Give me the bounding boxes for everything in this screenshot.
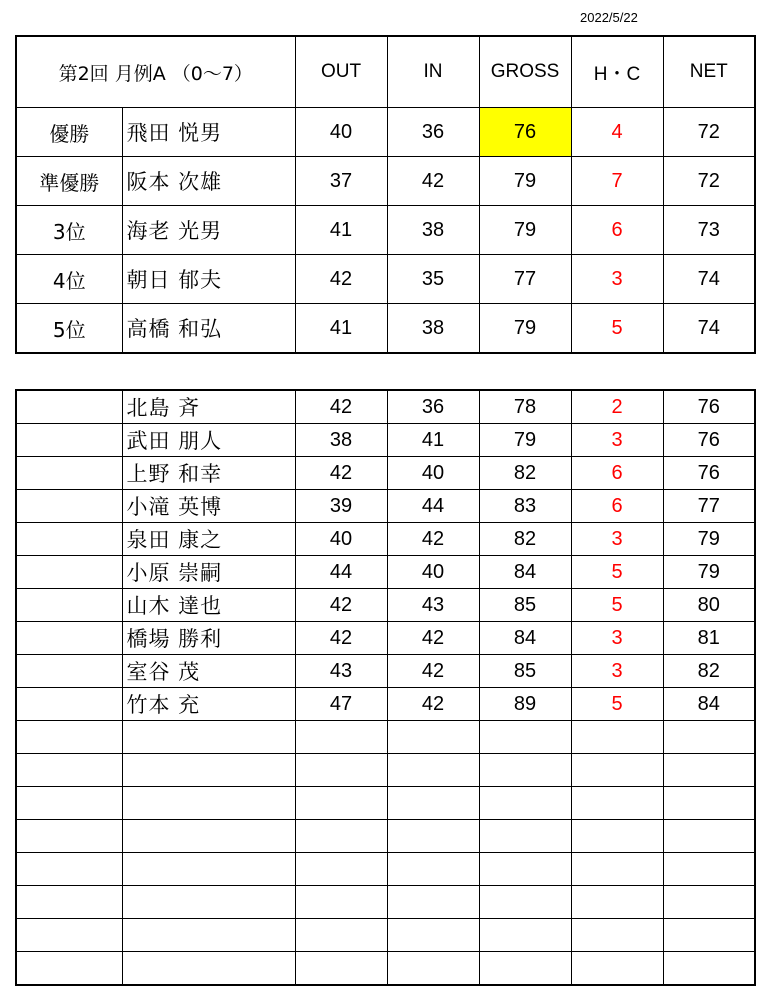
empty-row xyxy=(16,721,755,754)
handicap xyxy=(571,853,663,886)
rank-cell: 準優勝 xyxy=(16,157,122,206)
in-score: 42 xyxy=(387,157,479,206)
out-score: 47 xyxy=(295,688,387,721)
handicap xyxy=(571,919,663,952)
player-name: 北島 斉 xyxy=(122,390,295,424)
net-score: 77 xyxy=(663,490,755,523)
handicap: 6 xyxy=(571,457,663,490)
in-score: 44 xyxy=(387,490,479,523)
handicap: 6 xyxy=(571,490,663,523)
out-score xyxy=(295,919,387,952)
gross-header: GROSS xyxy=(479,36,571,108)
in-score: 40 xyxy=(387,556,479,589)
in-score xyxy=(387,853,479,886)
rank-cell xyxy=(16,787,122,820)
empty-row xyxy=(16,754,755,787)
rank-cell xyxy=(16,622,122,655)
player-name: 武田 朋人 xyxy=(122,424,295,457)
rank-cell xyxy=(16,820,122,853)
in-score: 41 xyxy=(387,424,479,457)
gross-score: 85 xyxy=(479,589,571,622)
rank-cell xyxy=(16,523,122,556)
gross-score xyxy=(479,754,571,787)
out-score: 43 xyxy=(295,655,387,688)
table-row xyxy=(16,457,755,490)
hc-header: H・C xyxy=(571,36,663,108)
out-score xyxy=(295,853,387,886)
player-name: 室谷 茂 xyxy=(122,655,295,688)
gross-score xyxy=(479,820,571,853)
in-score xyxy=(387,820,479,853)
in-score xyxy=(387,952,479,986)
net-score: 79 xyxy=(663,556,755,589)
net-score: 84 xyxy=(663,688,755,721)
player-name: 阪本 次雄 xyxy=(122,157,295,206)
in-score: 42 xyxy=(387,655,479,688)
header-row xyxy=(16,36,755,108)
gross-score: 82 xyxy=(479,457,571,490)
handicap: 5 xyxy=(571,688,663,721)
table-row xyxy=(16,390,755,424)
net-score xyxy=(663,721,755,754)
gross-score: 84 xyxy=(479,556,571,589)
net-score: 73 xyxy=(663,206,755,255)
net-score: 76 xyxy=(663,390,755,424)
out-score: 44 xyxy=(295,556,387,589)
rank-cell xyxy=(16,589,122,622)
empty-row xyxy=(16,853,755,886)
competition-title: 第2回 月例A （0～7） xyxy=(16,36,295,108)
in-score: 35 xyxy=(387,255,479,304)
table-row xyxy=(16,688,755,721)
gross-score: 79 xyxy=(479,304,571,354)
net-score: 76 xyxy=(663,424,755,457)
rank-cell: 優勝 xyxy=(16,108,122,157)
table-row xyxy=(16,424,755,457)
rank-cell xyxy=(16,490,122,523)
rank-cell xyxy=(16,721,122,754)
handicap: 5 xyxy=(571,589,663,622)
in-score: 42 xyxy=(387,523,479,556)
out-header: OUT xyxy=(295,36,387,108)
player-name xyxy=(122,952,295,986)
gross-score: 78 xyxy=(479,390,571,424)
gross-score: 84 xyxy=(479,622,571,655)
out-score: 37 xyxy=(295,157,387,206)
out-score: 41 xyxy=(295,304,387,354)
rank-cell xyxy=(16,919,122,952)
in-score: 38 xyxy=(387,304,479,354)
rank-cell: 4位 xyxy=(16,255,122,304)
out-score: 42 xyxy=(295,589,387,622)
net-score xyxy=(663,853,755,886)
in-score xyxy=(387,754,479,787)
net-score xyxy=(663,787,755,820)
handicap xyxy=(571,754,663,787)
gross-score: 77 xyxy=(479,255,571,304)
out-score xyxy=(295,754,387,787)
rank-cell xyxy=(16,457,122,490)
handicap xyxy=(571,886,663,919)
gross-score: 79 xyxy=(479,424,571,457)
empty-row xyxy=(16,952,755,986)
player-name: 泉田 康之 xyxy=(122,523,295,556)
out-score: 41 xyxy=(295,206,387,255)
handicap: 3 xyxy=(571,424,663,457)
handicap: 6 xyxy=(571,206,663,255)
in-score: 38 xyxy=(387,206,479,255)
handicap xyxy=(571,820,663,853)
net-score: 76 xyxy=(663,457,755,490)
winners-table xyxy=(15,35,756,354)
in-header: IN xyxy=(387,36,479,108)
player-name: 竹本 充 xyxy=(122,688,295,721)
rank-cell xyxy=(16,655,122,688)
net-score: 74 xyxy=(663,255,755,304)
gross-score: 89 xyxy=(479,688,571,721)
handicap: 5 xyxy=(571,304,663,354)
out-score: 38 xyxy=(295,424,387,457)
net-score xyxy=(663,886,755,919)
in-score xyxy=(387,721,479,754)
empty-row xyxy=(16,820,755,853)
in-score xyxy=(387,886,479,919)
handicap xyxy=(571,952,663,986)
net-score: 80 xyxy=(663,589,755,622)
player-name: 上野 和幸 xyxy=(122,457,295,490)
net-score: 81 xyxy=(663,622,755,655)
table-row xyxy=(16,589,755,622)
net-score: 72 xyxy=(663,157,755,206)
player-name: 小滝 英博 xyxy=(122,490,295,523)
winner-row xyxy=(16,304,755,354)
net-score xyxy=(663,952,755,986)
handicap xyxy=(571,787,663,820)
winner-row xyxy=(16,108,755,157)
in-score: 43 xyxy=(387,589,479,622)
rank-cell xyxy=(16,424,122,457)
player-name xyxy=(122,886,295,919)
rank-cell xyxy=(16,390,122,424)
player-name xyxy=(122,754,295,787)
handicap: 2 xyxy=(571,390,663,424)
handicap: 4 xyxy=(571,108,663,157)
player-name: 小原 崇嗣 xyxy=(122,556,295,589)
player-name: 朝日 郁夫 xyxy=(122,255,295,304)
net-header: NET xyxy=(663,36,755,108)
in-score: 42 xyxy=(387,622,479,655)
gross-score: 79 xyxy=(479,157,571,206)
player-name: 高橋 和弘 xyxy=(122,304,295,354)
gross-score: 85 xyxy=(479,655,571,688)
player-name: 橋場 勝利 xyxy=(122,622,295,655)
out-score: 42 xyxy=(295,457,387,490)
in-score xyxy=(387,919,479,952)
empty-row xyxy=(16,886,755,919)
in-score: 42 xyxy=(387,688,479,721)
net-score xyxy=(663,754,755,787)
winner-row xyxy=(16,206,755,255)
out-score xyxy=(295,952,387,986)
winner-row xyxy=(16,157,755,206)
in-score xyxy=(387,787,479,820)
rank-cell: 5位 xyxy=(16,304,122,354)
handicap: 3 xyxy=(571,655,663,688)
in-score: 36 xyxy=(387,108,479,157)
out-score: 39 xyxy=(295,490,387,523)
player-name: 飛田 悦男 xyxy=(122,108,295,157)
player-name xyxy=(122,919,295,952)
date-label: 2022/5/22 xyxy=(580,10,638,25)
rank-cell xyxy=(16,853,122,886)
gross-score: 83 xyxy=(479,490,571,523)
player-name: 海老 光男 xyxy=(122,206,295,255)
out-score xyxy=(295,820,387,853)
player-name xyxy=(122,853,295,886)
gross-score: 76 xyxy=(479,108,571,157)
gross-score xyxy=(479,721,571,754)
rank-cell xyxy=(16,754,122,787)
net-score: 79 xyxy=(663,523,755,556)
net-score: 72 xyxy=(663,108,755,157)
player-name xyxy=(122,820,295,853)
gross-score xyxy=(479,787,571,820)
gross-score: 79 xyxy=(479,206,571,255)
out-score: 40 xyxy=(295,108,387,157)
handicap: 7 xyxy=(571,157,663,206)
out-score: 40 xyxy=(295,523,387,556)
table-row xyxy=(16,523,755,556)
rank-cell xyxy=(16,688,122,721)
gross-score xyxy=(479,853,571,886)
rank-cell: 3位 xyxy=(16,206,122,255)
handicap: 5 xyxy=(571,556,663,589)
rank-cell xyxy=(16,952,122,986)
handicap: 3 xyxy=(571,523,663,556)
out-score: 42 xyxy=(295,390,387,424)
out-score xyxy=(295,721,387,754)
net-score xyxy=(663,919,755,952)
rank-cell xyxy=(16,886,122,919)
in-score: 36 xyxy=(387,390,479,424)
winner-row xyxy=(16,255,755,304)
player-name xyxy=(122,787,295,820)
gross-score xyxy=(479,886,571,919)
in-score: 40 xyxy=(387,457,479,490)
rank-cell xyxy=(16,556,122,589)
out-score: 42 xyxy=(295,255,387,304)
results-table xyxy=(15,389,756,986)
net-score: 82 xyxy=(663,655,755,688)
out-score: 42 xyxy=(295,622,387,655)
table-row xyxy=(16,622,755,655)
handicap: 3 xyxy=(571,622,663,655)
handicap xyxy=(571,721,663,754)
net-score xyxy=(663,820,755,853)
out-score xyxy=(295,886,387,919)
out-score xyxy=(295,787,387,820)
table-row xyxy=(16,655,755,688)
empty-row xyxy=(16,919,755,952)
table-row xyxy=(16,490,755,523)
gross-score xyxy=(479,919,571,952)
handicap: 3 xyxy=(571,255,663,304)
net-score: 74 xyxy=(663,304,755,354)
gross-score: 82 xyxy=(479,523,571,556)
player-name: 山木 達也 xyxy=(122,589,295,622)
player-name xyxy=(122,721,295,754)
empty-row xyxy=(16,787,755,820)
gross-score xyxy=(479,952,571,986)
table-row xyxy=(16,556,755,589)
